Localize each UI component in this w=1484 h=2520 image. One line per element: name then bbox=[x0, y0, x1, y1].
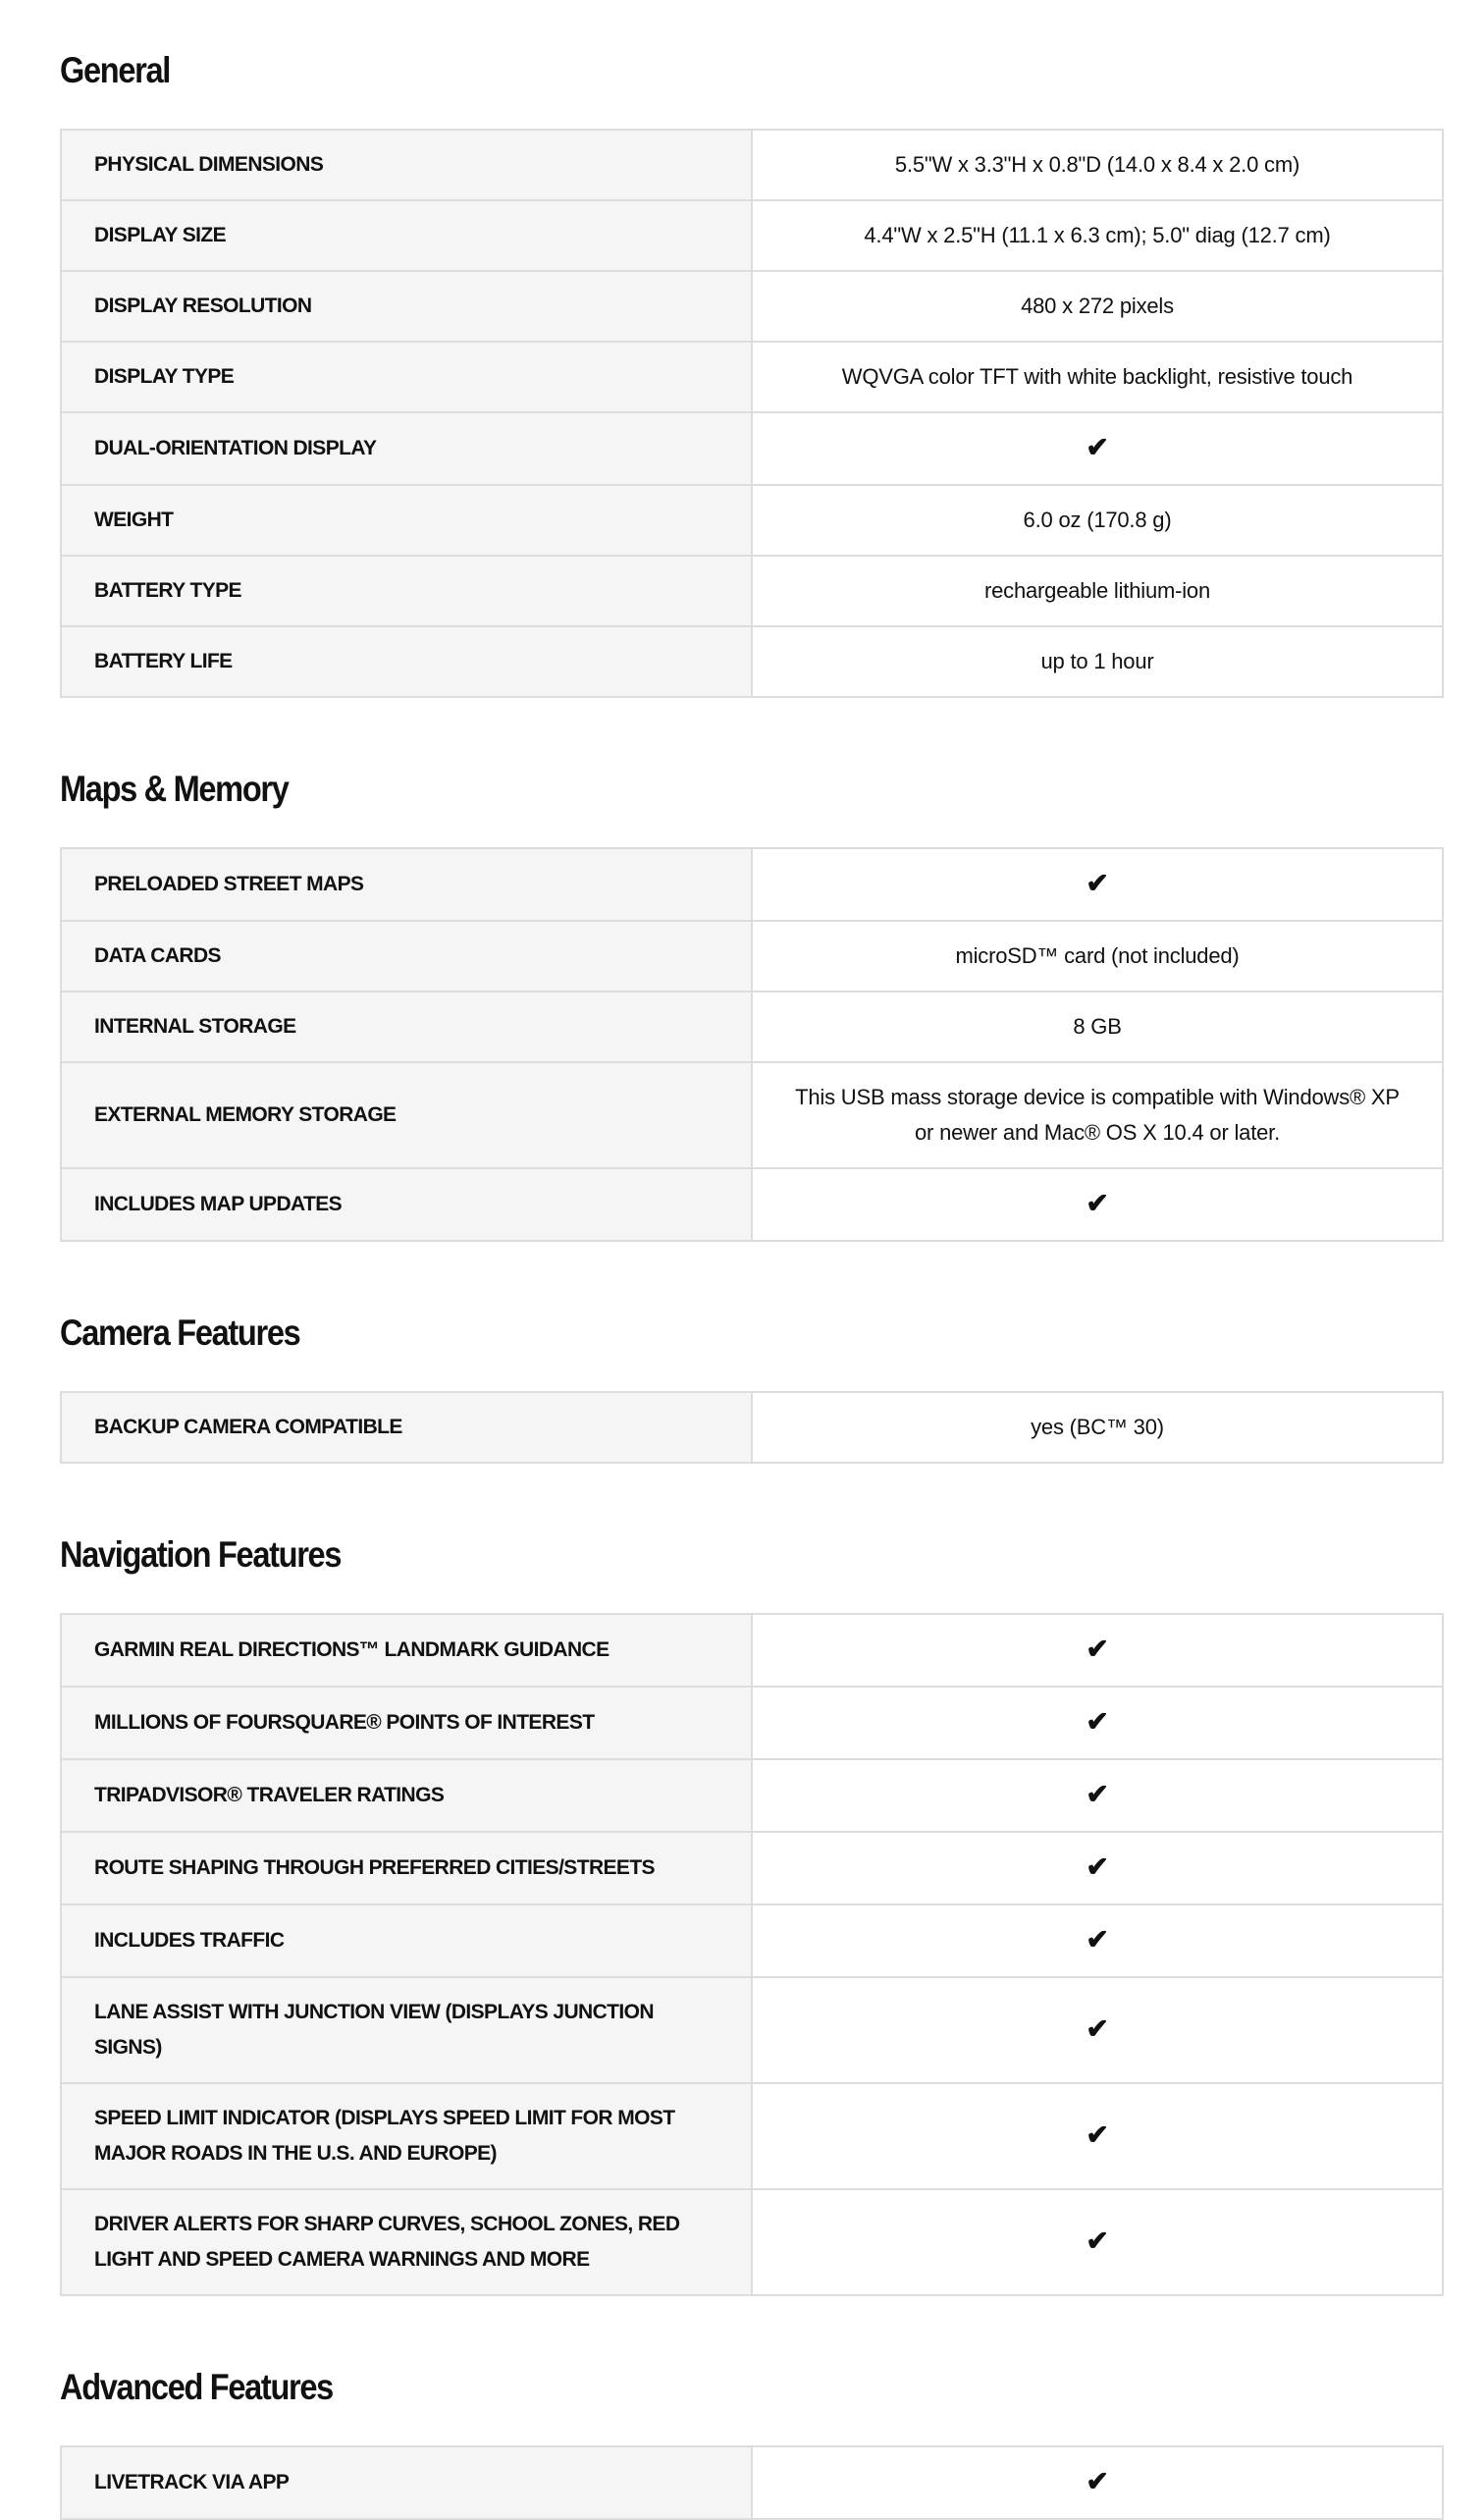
spec-label: LIVETRACK VIA APP bbox=[61, 2446, 752, 2519]
checkmark-icon: ✔ bbox=[1086, 432, 1109, 462]
spec-label: EXTERNAL MEMORY STORAGE bbox=[61, 1062, 752, 1168]
checkmark-icon: ✔ bbox=[1086, 2119, 1109, 2150]
checkmark-cell bbox=[752, 2189, 1443, 2295]
spec-value: 6.0 oz (170.8 g) bbox=[752, 485, 1443, 556]
checkmark-icon: ✔ bbox=[1086, 1851, 1109, 1882]
spec-label: BACKUP CAMERA COMPATIBLE bbox=[61, 1392, 752, 1463]
checkmark-cell bbox=[752, 1977, 1443, 2083]
section-heading: Advanced Features bbox=[60, 2367, 333, 2407]
checkmark-icon: ✔ bbox=[1086, 1924, 1109, 1955]
spec-row bbox=[61, 1062, 1443, 1168]
spec-value: This USB mass storage device is compatible with Windows® XP or newer and Mac® OS X 10.4 or later. bbox=[752, 1062, 1443, 1168]
checkmark-icon: ✔ bbox=[1086, 868, 1109, 898]
spec-row bbox=[61, 1832, 1443, 1904]
spec-table bbox=[60, 129, 1444, 698]
spec-value: 480 x 272 pixels bbox=[752, 271, 1443, 342]
spec-label: ROUTE SHAPING THROUGH PREFERRED CITIES/STREETS bbox=[61, 1832, 752, 1904]
checkmark-cell bbox=[752, 848, 1443, 921]
spec-row bbox=[61, 921, 1443, 992]
spec-value: up to 1 hour bbox=[752, 626, 1443, 697]
spec-row bbox=[61, 412, 1443, 485]
spec-section bbox=[60, 1305, 1444, 1464]
spec-section bbox=[60, 42, 1444, 698]
checkmark-cell bbox=[752, 1168, 1443, 1241]
spec-row bbox=[61, 556, 1443, 626]
spec-label: BATTERY LIFE bbox=[61, 626, 752, 697]
spec-value: 4.4"W x 2.5"H (11.1 x 6.3 cm); 5.0" diag (12.7 cm) bbox=[752, 200, 1443, 271]
checkmark-cell bbox=[752, 1832, 1443, 1904]
checkmark-cell bbox=[752, 1759, 1443, 1832]
spec-table bbox=[60, 1391, 1444, 1464]
spec-label: PHYSICAL DIMENSIONS bbox=[61, 130, 752, 200]
checkmark-cell bbox=[752, 412, 1443, 485]
spec-value: 8 GB bbox=[752, 992, 1443, 1062]
checkmark-icon: ✔ bbox=[1086, 2466, 1109, 2496]
spec-label: SPEED LIMIT INDICATOR (DISPLAYS SPEED LIMIT FOR MOST MAJOR ROADS IN THE U.S. AND EUROPE) bbox=[61, 2083, 752, 2189]
spec-value: 5.5"W x 3.3"H x 0.8"D (14.0 x 8.4 x 2.0 cm) bbox=[752, 130, 1443, 200]
spec-row bbox=[61, 1759, 1443, 1832]
spec-table bbox=[60, 2445, 1444, 2520]
checkmark-cell bbox=[752, 1687, 1443, 1759]
section-heading: Camera Features bbox=[60, 1313, 300, 1353]
spec-label: BATTERY TYPE bbox=[61, 556, 752, 626]
spec-row bbox=[61, 1168, 1443, 1241]
checkmark-icon: ✔ bbox=[1086, 2225, 1109, 2256]
spec-row bbox=[61, 992, 1443, 1062]
spec-value: WQVGA color TFT with white backlight, resistive touch bbox=[752, 342, 1443, 412]
spec-label: DISPLAY TYPE bbox=[61, 342, 752, 412]
section-heading: Maps & Memory bbox=[60, 769, 289, 809]
spec-label: PRELOADED STREET MAPS bbox=[61, 848, 752, 921]
spec-row bbox=[61, 200, 1443, 271]
spec-label: INTERNAL STORAGE bbox=[61, 992, 752, 1062]
spec-section bbox=[60, 2359, 1444, 2520]
spec-label: DRIVER ALERTS FOR SHARP CURVES, SCHOOL ZONES, RED LIGHT AND SPEED CAMERA WARNINGS AND MORE bbox=[61, 2189, 752, 2295]
spec-label: DUAL-ORIENTATION DISPLAY bbox=[61, 412, 752, 485]
checkmark-cell bbox=[752, 2083, 1443, 2189]
section-heading: General bbox=[60, 50, 171, 90]
spec-row bbox=[61, 1687, 1443, 1759]
spec-section bbox=[60, 1527, 1444, 2296]
spec-row bbox=[61, 848, 1443, 921]
spec-label: WEIGHT bbox=[61, 485, 752, 556]
checkmark-icon: ✔ bbox=[1086, 1706, 1109, 1737]
spec-row bbox=[61, 626, 1443, 697]
spec-label: DISPLAY SIZE bbox=[61, 200, 752, 271]
spec-label: DATA CARDS bbox=[61, 921, 752, 992]
spec-value: rechargeable lithium-ion bbox=[752, 556, 1443, 626]
spec-row bbox=[61, 342, 1443, 412]
spec-value: yes (BC™ 30) bbox=[752, 1392, 1443, 1463]
checkmark-cell bbox=[752, 1904, 1443, 1977]
checkmark-icon: ✔ bbox=[1086, 1779, 1109, 1809]
spec-label: GARMIN REAL DIRECTIONS™ LANDMARK GUIDANCE bbox=[61, 1614, 752, 1687]
spec-label: INCLUDES TRAFFIC bbox=[61, 1904, 752, 1977]
checkmark-icon: ✔ bbox=[1086, 1188, 1109, 1218]
spec-row bbox=[61, 130, 1443, 200]
spec-row bbox=[61, 271, 1443, 342]
checkmark-icon: ✔ bbox=[1086, 1634, 1109, 1664]
spec-row bbox=[61, 1977, 1443, 2083]
spec-row bbox=[61, 1614, 1443, 1687]
specs-page bbox=[0, 42, 1484, 2520]
spec-label: MILLIONS OF FOURSQUARE® POINTS OF INTEREST bbox=[61, 1687, 752, 1759]
spec-label: INCLUDES MAP UPDATES bbox=[61, 1168, 752, 1241]
spec-label: LANE ASSIST WITH JUNCTION VIEW (DISPLAYS JUNCTION SIGNS) bbox=[61, 1977, 752, 2083]
spec-label: TRIPADVISOR® TRAVELER RATINGS bbox=[61, 1759, 752, 1832]
spec-row bbox=[61, 2446, 1443, 2519]
spec-row bbox=[61, 2083, 1443, 2189]
checkmark-cell bbox=[752, 2446, 1443, 2519]
checkmark-icon: ✔ bbox=[1086, 2013, 1109, 2044]
spec-table bbox=[60, 847, 1444, 1242]
spec-row bbox=[61, 2189, 1443, 2295]
spec-value: microSD™ card (not included) bbox=[752, 921, 1443, 992]
spec-table bbox=[60, 1613, 1444, 2296]
spec-row bbox=[61, 1392, 1443, 1463]
checkmark-cell bbox=[752, 1614, 1443, 1687]
section-heading: Navigation Features bbox=[60, 1534, 342, 1575]
spec-row bbox=[61, 485, 1443, 556]
spec-row bbox=[61, 1904, 1443, 1977]
spec-section bbox=[60, 761, 1444, 1242]
spec-label: DISPLAY RESOLUTION bbox=[61, 271, 752, 342]
